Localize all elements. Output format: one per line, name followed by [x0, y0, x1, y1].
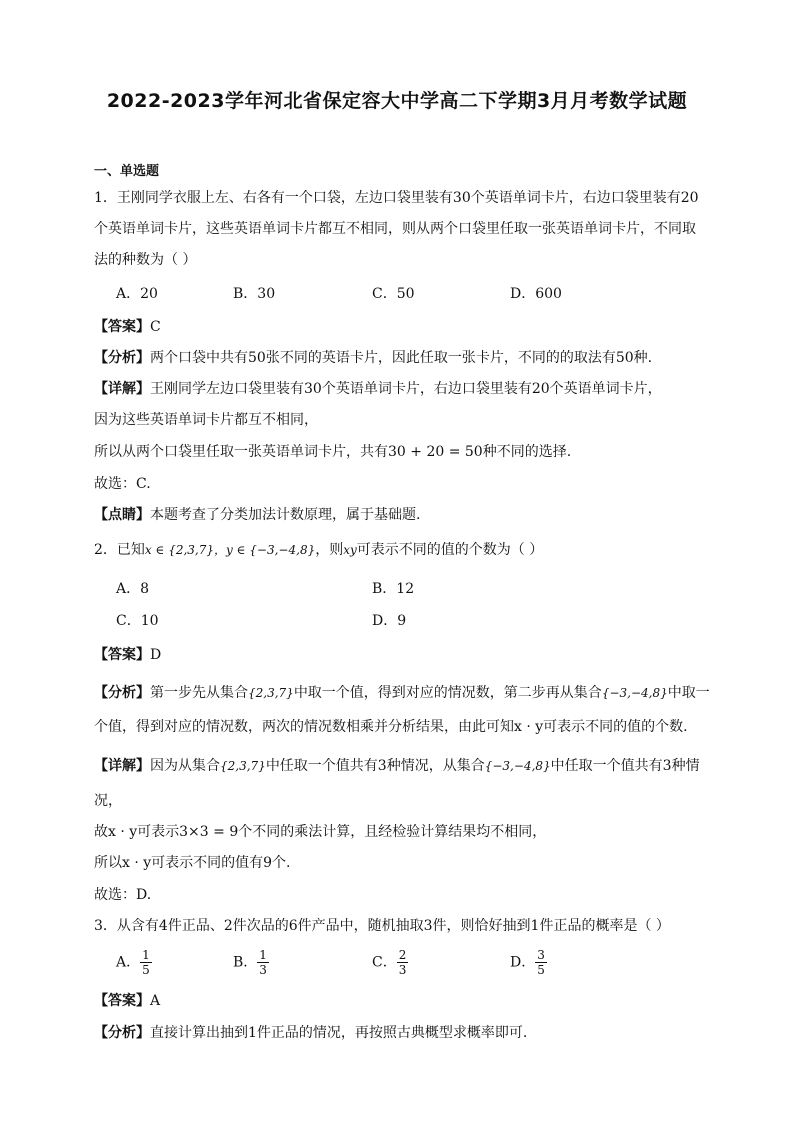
fraction [535, 948, 547, 977]
denominator: 3 [259, 963, 267, 977]
q3-stem: 3．从含有4件正品、2件次品的6件产品中，随机抽取3件，则恰好抽到1件正品的概率是（ ） [94, 918, 670, 934]
q3-option-c [372, 948, 408, 977]
numerator: 3 [537, 948, 545, 962]
analysis-tag: 【分析】 [94, 685, 150, 701]
numerator: 1 [259, 948, 267, 962]
detail-tag: 【详解】 [94, 381, 150, 397]
q1-comment [94, 505, 420, 525]
q2-detail-line1 [94, 756, 700, 776]
detail-set1: {2,3,7} [220, 759, 266, 773]
q2-stem-xy: xy [343, 543, 357, 557]
q2-stem-sets: x ∈ {2,3,7}，y ∈ {−3,−4,8} [144, 543, 316, 557]
option-label: C． [372, 954, 397, 971]
q2-detail-line3: 故x · y可表示3×3 = 9个不同的乘法计算，且经检验计算结果均不相同， [94, 824, 547, 840]
q1-analysis [94, 348, 652, 368]
q1-stem-line1: 1．王刚同学衣服上左、右各有一个口袋，左边口袋里装有30个英语单词卡片，右边口袋里装有20 [94, 190, 699, 206]
q3-option-b [233, 948, 269, 977]
q1-option-b: B．30 [233, 286, 276, 302]
q1-detail-line2: 因为这些英语单词卡片都互不相同， [94, 412, 318, 428]
section-heading: 一、单选题 [94, 164, 160, 179]
denominator: 5 [537, 963, 545, 977]
answer-tag: 【答案】 [94, 993, 150, 1009]
q1-option-d: D．600 [510, 286, 562, 302]
answer-tag: 【答案】 [94, 647, 150, 663]
q1-answer [94, 317, 161, 337]
q2-option-b: B．12 [372, 581, 415, 597]
analysis-text-a: 第一步先从集合 [150, 685, 248, 701]
q1-option-c: C．50 [372, 286, 415, 302]
q3-answer [94, 991, 160, 1011]
fraction [397, 948, 409, 977]
q2-detail-line4: 所以x · y可表示不同的值有9个. [94, 855, 291, 871]
comment-text: 本题考查了分类加法计数原理，属于基础题. [150, 507, 421, 523]
denominator: 3 [398, 963, 407, 977]
analysis-text: 两个口袋中共有50张不同的英语卡片，因此任取一张卡片，不同的的取法有50种. [150, 350, 653, 366]
option-label: D． [510, 954, 536, 971]
analysis-tag: 【分析】 [94, 1025, 150, 1041]
detail-set2: {−3,−4,8} [484, 759, 551, 773]
q2-stem-suffix: 可表示不同的值的个数为（ ） [356, 542, 544, 558]
page-title: 2022-2023学年河北省保定容大中学高二下学期3月月考数学试题 [106, 90, 688, 112]
detail-text: 王刚同学左边口袋里装有30个英语单词卡片，右边口袋里装有20个英语单词卡片， [150, 381, 662, 397]
answer-value: D [150, 647, 162, 663]
q2-option-a: A．8 [116, 581, 150, 597]
q3-analysis [94, 1023, 527, 1043]
detail-tag: 【详解】 [94, 758, 150, 774]
q1-detail-line1 [94, 379, 662, 399]
answer-value: C [150, 319, 161, 335]
q2-analysis-line1 [94, 683, 710, 703]
analysis-set1: {2,3,7} [248, 686, 294, 700]
q1-stem-line3: 法的种数为（ ） [94, 252, 197, 268]
q2-choose: 故选：D. [94, 887, 152, 903]
option-label: B． [233, 954, 258, 971]
analysis-text: 直接计算出抽到1件正品的情况，再按照古典概型求概率即可. [150, 1025, 528, 1041]
detail-text-b: 中任取一个值共有3种情况，从集合 [265, 758, 485, 774]
answer-value: A [150, 993, 161, 1009]
analysis-text-b: 中取一个值，得到对应的情况数，第二步再从集合 [293, 685, 602, 701]
q3-option-d [510, 948, 547, 977]
q1-choose: 故选：C. [94, 476, 151, 492]
detail-text-c: 中任取一个值共有3种情 [550, 758, 700, 774]
analysis-set2: {−3,−4,8} [601, 686, 668, 700]
q2-analysis-line2: 个值，得到对应的情况数，两次的情况数相乘并分析结果，由此可知x · y可表示不同的值的个数. [94, 719, 688, 735]
q1-option-a: A．20 [116, 286, 158, 302]
q1-stem-line2: 个英语单词卡片，这些英语单词卡片都互不相同，则从两个口袋里任取一张英语单词卡片，不同取 [94, 221, 696, 237]
fraction [140, 948, 152, 977]
q2-detail-line2: 况， [94, 793, 122, 809]
fraction [257, 948, 269, 977]
q1-detail-line3: 所以从两个口袋里任取一张英语单词卡片，共有30 + 20 = 50种不同的选择. [94, 444, 572, 460]
detail-text-a: 因为从集合 [150, 758, 220, 774]
option-label: A． [116, 954, 141, 971]
q2-stem-mid: ，则 [315, 542, 344, 558]
numerator: 1 [142, 948, 150, 962]
q2-stem-prefix: 2．已知 [94, 542, 145, 558]
q2-option-c: C．10 [116, 613, 159, 629]
comment-tag: 【点睛】 [94, 507, 150, 523]
answer-tag: 【答案】 [94, 319, 150, 335]
q2-option-d: D．9 [372, 613, 407, 629]
q2-answer [94, 645, 161, 665]
analysis-text-c: 中取一 [667, 685, 710, 701]
q2-stem [94, 540, 543, 560]
q3-option-a [116, 948, 152, 977]
numerator: 2 [398, 948, 407, 962]
analysis-tag: 【分析】 [94, 350, 150, 366]
denominator: 5 [142, 963, 150, 977]
